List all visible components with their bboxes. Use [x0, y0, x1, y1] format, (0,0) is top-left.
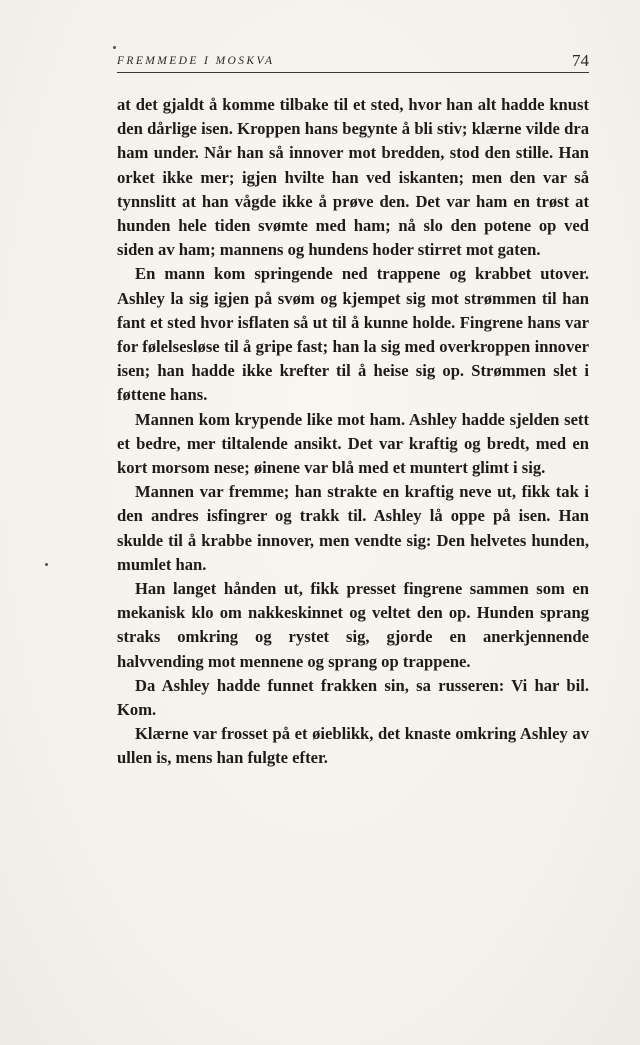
- running-head: [117, 51, 589, 71]
- paragraph-3: Mannen kom krypende like mot ham. Ashley hadde sjelden sett et bedre, mer tiltalende ansikt. Det var kraftig og bredt, med en kort morsom nese; øinene var blå med et muntert glimt i sig.: [117, 409, 589, 478]
- paragraph-2: En mann kom springende ned trappene og krabbet utover. Ashley la sig igjen på svøm og kjempet sig mot strømmen til han fant et sted hvor isflaten så ut til å kunne holde. Fingrene hans var for følelsesløse til å gripe fast; han la sig med overkroppen innover isen; han hadde ikke krefter til å heise sig op. Strømmen slet i føttene hans.: [117, 264, 589, 405]
- margin-speck: [45, 563, 48, 566]
- margin-speck: [113, 46, 116, 49]
- page-number: 74: [572, 51, 589, 70]
- paragraph-6: Da Ashley hadde funnet frakken sin, sa russeren: Vi har bil. Kom.: [117, 675, 589, 720]
- running-title: FREMMEDE I MOSKVA: [117, 55, 275, 67]
- paragraph-7: Klærne var frosset på et øieblikk, det knaste omkring Ashley av ullen is, mens han fulgte efter.: [117, 724, 589, 768]
- paragraph-4: Mannen var fremme; han strakte en kraftig neve ut, fikk tak i den andres isfingrer og trakk til. Ashley lå oppe på isen. Han skulde til å krabbe innover, men vendte sig: Den helvetes hunden, mumlet han.: [117, 482, 589, 574]
- body-text: [117, 93, 589, 771]
- paragraph-1: at det gjaldt å komme tilbake til et sted, hvor han alt hadde knust den dårlige isen. Kroppen hans begynte å bli stiv; klærne vilde dra ham under. Når han så innover mot bredden, stod den stille. Han orket ikke mer; igjen hvilte han ved iskanten; men den var så tynnslitt at han vågde ikke å prøve den. Det var ham en trøst at hunden hele tiden svømte med ham; nå slo den potene op ved siden av ham; mannens og hundens hoder stirret mot gaten.: [117, 95, 589, 260]
- header-rule: [117, 72, 589, 73]
- paragraph-5: Han langet hånden ut, fikk presset fingrene sammen som en mekanisk klo om nakkeskinnet og veltet den op. Hunden sprang straks omkring og rystet sig, gjorde en anerkjennende halvvending mot mennene og sprang op trappene.: [117, 579, 589, 671]
